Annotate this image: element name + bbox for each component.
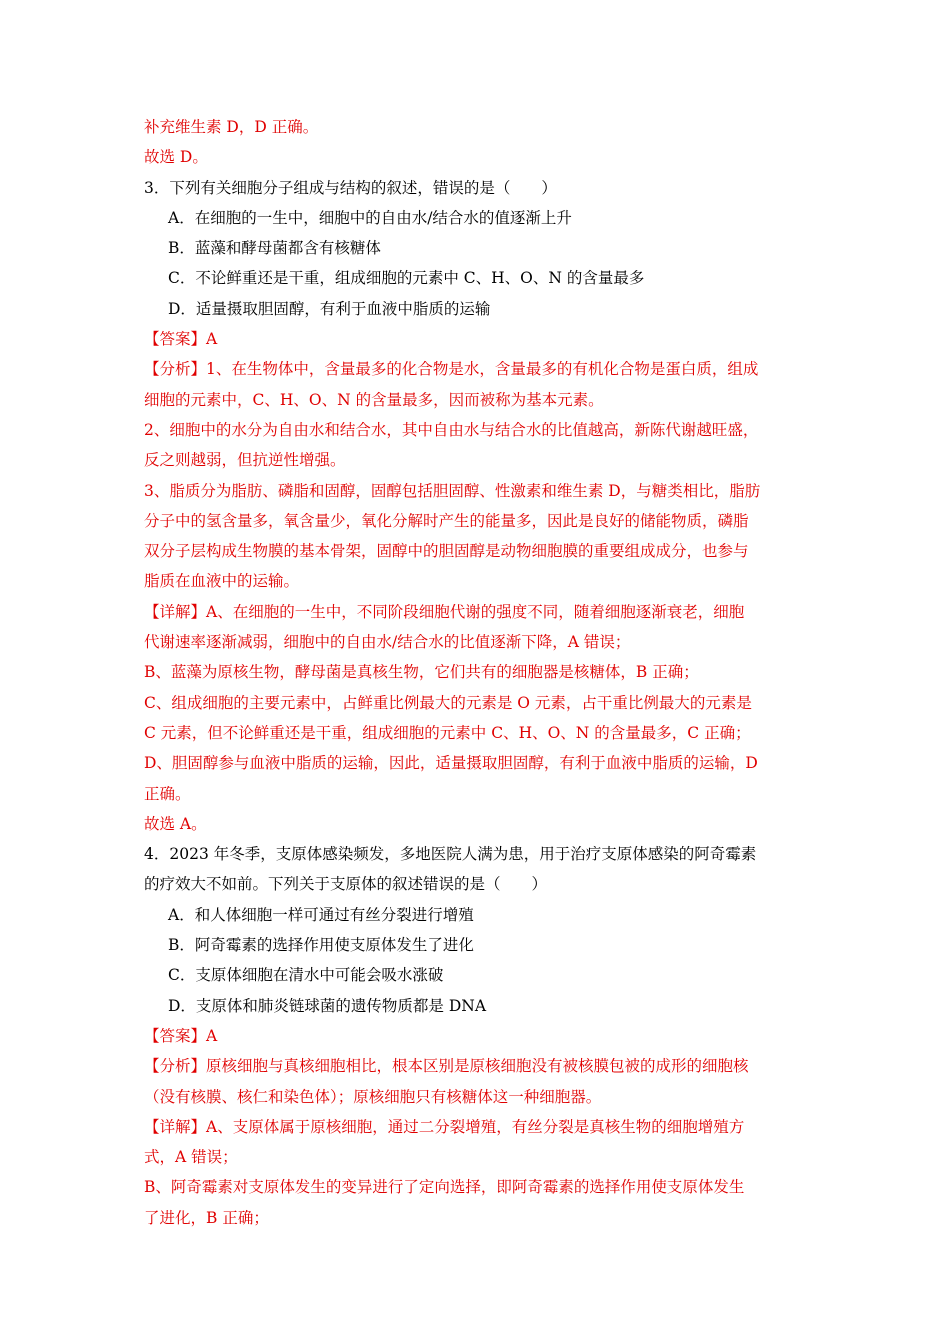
q4-detail-line: 了进化，B 正确； (144, 1208, 269, 1227)
q4-option-a: A．和人体细胞一样可通过有丝分裂进行增殖 (168, 905, 474, 924)
q3-option-a: A．在细胞的一生中，细胞中的自由水/结合水的值逐渐上升 (168, 208, 572, 227)
q3-stem: 3．下列有关细胞分子组成与结构的叙述，错误的是（ ） (144, 178, 557, 197)
q3-detail-line: D、胆固醇参与血液中脂质的运输，因此，适量摄取胆固醇，有利于血液中脂质的运输，D (144, 754, 758, 773)
q3-analysis-line: 双分子层构成生物膜的基本骨架，固醇中的胆固醇是动物细胞膜的重要组成成分，也参与 (144, 542, 749, 561)
q3-detail-line: B、蓝藻为原核生物，酵母菌是真核生物，它们共有的细胞器是核糖体，B 正确； (144, 663, 699, 682)
q3-analysis-line: 【分析】1、在生物体中，含量最多的化合物是水，含量最多的有机化合物是蛋白质，组成 (144, 360, 759, 379)
q3-option-b: B．蓝藻和酵母菌都含有核糖体 (168, 239, 381, 258)
q4-detail-line: B、阿奇霉素对支原体发生的变异进行了定向选择，即阿奇霉素的选择作用使支原体发生 (144, 1178, 745, 1197)
q4-stem-line: 4．2023 年冬季，支原体感染频发，多地医院人满为患，用于治疗支原体感染的阿奇霉素 (144, 845, 757, 864)
page-content (144, 112, 810, 1233)
q4-analysis-line: （没有核膜、核仁和染色体）；原核细胞只有核糖体这一种细胞器。 (144, 1087, 602, 1106)
q3-conclusion: 故选 A。 (144, 814, 207, 833)
q4-detail-line: 【详解】A、支原体属于原核细胞，通过二分裂增殖，有丝分裂是真核生物的细胞增殖方 (144, 1117, 745, 1136)
q3-detail-line: 正确。 (144, 784, 191, 803)
q3-analysis-line: 细胞的元素中，C、H、O、N 的含量最多，因而被称为基本元素。 (144, 390, 604, 409)
q3-analysis-line: 脂质在血液中的运输。 (144, 572, 300, 591)
q3-analysis-line: 3、脂质分为脂肪、磷脂和固醇，固醇包括胆固醇、性激素和维生素 D，与糖类相比，脂肪 (144, 481, 761, 500)
q4-option-c: C．支原体细胞在清水中可能会吸水涨破 (168, 966, 444, 985)
q3-detail-line: 代谢速率逐渐减弱，细胞中的自由水/结合水的比值逐渐下降，A 错误； (144, 633, 631, 652)
q3-detail-line: C、组成细胞的主要元素中，占鲜重比例最大的元素是 O 元素，占干重比例最大的元素是 (144, 693, 752, 712)
prev-explanation-tail: 补充维生素 D，D 正确。 (144, 118, 319, 136)
q4-analysis-line: 【分析】原核细胞与真核细胞相比，根本区别是原核细胞没有被核膜包被的成形的细胞核 (144, 1057, 749, 1076)
q3-detail-line: C 元素，但不论鲜重还是干重，组成细胞的元素中 C、H、O、N 的含量最多，C 正确； (144, 723, 751, 742)
q4-stem-line: 的疗效大不如前。下列关于支原体的叙述错误的是（ ） (144, 875, 548, 894)
q4-option-b: B．阿奇霉素的选择作用使支原体发生了进化 (168, 936, 474, 955)
q3-analysis-line: 反之则越弱，但抗逆性增强。 (144, 451, 346, 470)
q3-option-c: C．不论鲜重还是干重，组成细胞的元素中 C、H、O、N 的含量最多 (168, 269, 645, 288)
q3-detail-line: 【详解】A、在细胞的一生中，不同阶段细胞代谢的强度不同，随着细胞逐渐衰老，细胞 (144, 602, 745, 621)
q3-option-d: D．适量摄取胆固醇，有利于血液中脂质的运输 (168, 299, 491, 318)
q3-analysis-line: 分子中的氢含量多，氧含量少，氧化分解时产生的能量多，因此是良好的储能物质，磷脂 (144, 511, 749, 530)
q4-detail-line: 式，A 错误； (144, 1148, 238, 1167)
q4-option-d: D．支原体和肺炎链球菌的遗传物质都是 DNA (168, 996, 487, 1015)
q4-answer: 【答案】A (144, 1026, 218, 1045)
q3-analysis-line: 2、细胞中的水分为自由水和结合水，其中自由水与结合水的比值越高，新陈代谢越旺盛， (144, 420, 759, 439)
q3-answer: 【答案】A (144, 330, 218, 349)
prev-conclusion: 故选 D。 (144, 148, 208, 167)
